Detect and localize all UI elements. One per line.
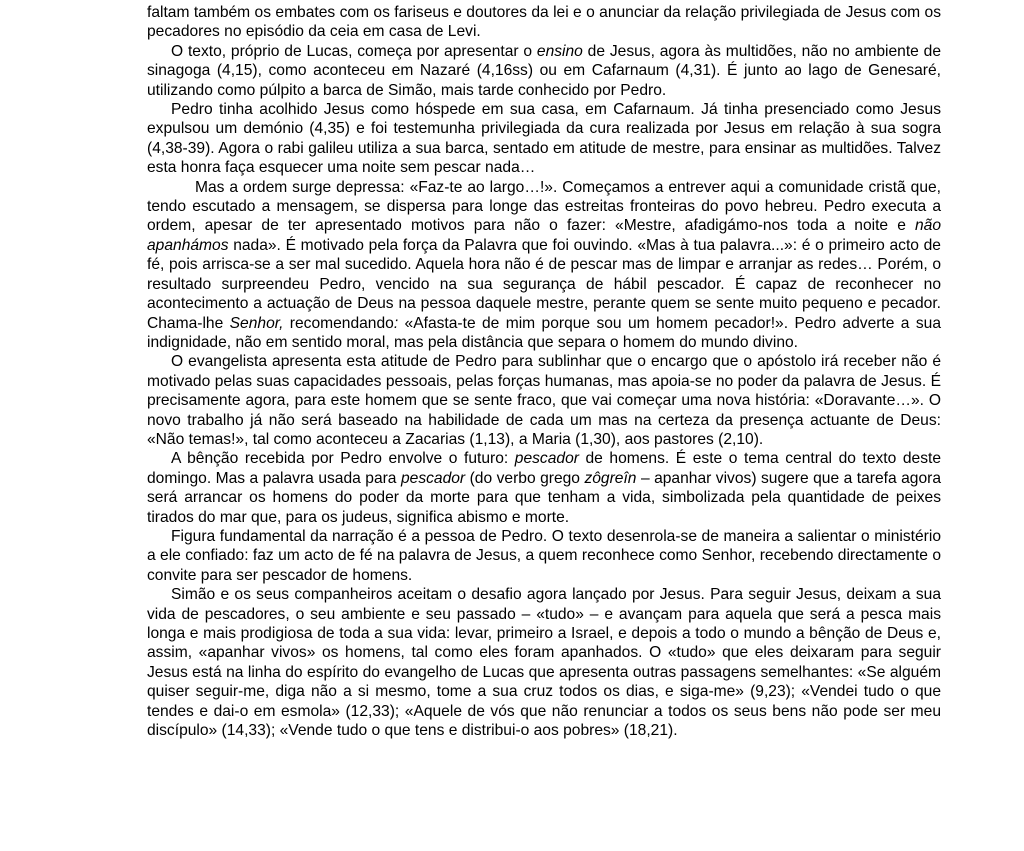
paragraph — [147, 585, 941, 740]
text-run: faltam também os embates com os fariseus e doutores da lei e o anunciar da relação privilegiada de Jesus com os pecadores no episódio da ceia em casa de Levi. — [147, 4, 941, 41]
text-run: recomendando — [283, 314, 394, 332]
italic-text-run: pescador — [514, 450, 579, 468]
document-page — [147, 3, 941, 740]
text-run: «Afasta-te de mim porque sou um homem pecador!». Pedro adverte a sua indignidade, não em sentido moral, mas pela distância que separa o homem do mundo divino. — [147, 314, 941, 351]
paragraph — [147, 527, 941, 585]
text-run: Mas a ordem surge depressa: «Faz-te ao largo…!». Começamos a entrever aqui a comunidade cristã que, tendo escutado a mensagem, se dispersa para longe das estreitas fronteiras do povo hebreu. Pedro executa a ordem, apesar de ter apresentado motivos para não o fazer: «Mestre, afadigámo-nos toda a noite e — [147, 178, 941, 235]
text-run: Figura fundamental da narração é a pessoa de Pedro. O texto desenrola-se de maneira a salientar o ministério a ele confiado: faz um acto de fé na palavra de Jesus, a quem reconhece como Senhor, recebendo directamente o convite para ser pescador de homens. — [147, 527, 941, 584]
text-run: – apanhar vivos) sugere que a tarefa agora será arrancar os homens do poder da morte para que tenham a vida, simbolizada pela quantidade de peixes tirados do mar que, para os judeus, significa abismo e morte. — [147, 469, 941, 526]
paragraph — [147, 352, 941, 449]
italic-text-run: zôgreîn — [584, 469, 637, 487]
text-run: Pedro tinha acolhido Jesus como hóspede em sua casa, em Cafarnaum. Já tinha presenciado como Jesus expulsou um demónio (4,35) e foi testemunha privilegiada da cura realizada por Jesus em relação à sua sogra (4,38-39). Agora o rabi galileu utiliza a sua barca, sentado em atitude de mestre, para ensinar as multidões. Talvez esta honra faça esquecer uma noite sem pescar nada… — [147, 101, 941, 177]
text-run: de Jesus, agora às multidões, não no ambiente de sinagoga (4,15), como aconteceu em Nazaré (4,16ss) ou em Cafarnaum (4,31). É junto ao lago de Genesaré, utilizando como púlpito a barca de Simão, mais tarde conhecido por Pedro. — [147, 42, 941, 99]
italic-text-run: : — [393, 314, 399, 332]
text-run: (do verbo grego — [465, 469, 585, 487]
italic-text-run: ensino — [536, 42, 583, 60]
paragraph — [147, 449, 941, 527]
paragraph — [147, 42, 941, 100]
paragraph — [147, 3, 941, 42]
text-run: Simão e os seus companheiros aceitam o desafio agora lançado por Jesus. Para seguir Jesus, deixam a sua vida de pescadores, o seu ambiente e seu passado – «tudo» – e avançam para aquela que será a pesca mais longa e mais prodigiosa de toda a sua vida: levar, primeiro a Israel, e depois a todo o mundo a bênção de Deus e, assim, «apanhar vivos» os homens, tal como eles foram apanhados. O «tudo» que eles deixaram para seguir Jesus está na linha do espírito do evangelho de Lucas que apresenta outras passagens semelhantes: «Se alguém quiser seguir-me, diga não a si mesmo, tome a sua cruz todos os dias, e siga-me» (9,23); «Vendei tudo o que tendes e dai-o em esmola» (12,33); «Aquele de vós que não renunciar a todos os seus bens não pode ser meu discípulo» (14,33); «Vende tudo o que tens e distribui-o aos pobres» (18,21). — [147, 586, 941, 740]
paragraph — [147, 100, 941, 178]
text-run: O evangelista apresenta esta atitude de Pedro para sublinhar que o encargo que o apóstolo irá receber não é motivado pelas suas capacidades pessoais, pelas forças humanas, mas apoia-se no poder da palavra de Jesus. É precisamente agora, para este homem que se sente fraco, que vai começar uma nova história: «Doravante…». O novo trabalho já não será baseado na habilidade de cada um mas na certeza da presença actuante de Deus: «Não temas!», tal como aconteceu a Zacarias (1,13), a Maria (1,30), aos pastores (2,10). — [147, 353, 941, 448]
text-run: nada». É motivado pela força da Palavra que foi ouvindo. «Mas à tua palavra...»: é o primeiro acto de fé, pois arrisca-se a ser mal sucedido. Aquela hora não é de pescar mas de limpar e arranjar as redes… Porém, o resultado surpreendeu Pedro, vencido na sua segurança de hábil pescador. É capaz de reconhecer no acontecimento a actuação de Deus na pessoa daquele mestre, perante quem se sente muito pequeno e pecador. Chama-lhe — [147, 236, 941, 332]
paragraph — [147, 178, 941, 353]
text-run: de homens. É este o tema central do texto deste domingo. Mas a palavra usada para — [147, 450, 941, 487]
text-run: A bênção recebida por Pedro envolve o futuro: — [171, 450, 515, 468]
italic-text-run: pescador — [400, 469, 466, 487]
text-run: O texto, próprio de Lucas, começa por apresentar o — [171, 42, 537, 60]
italic-text-run: Senhor, — [229, 314, 284, 332]
italic-text-run: não apanhámos — [147, 217, 941, 254]
